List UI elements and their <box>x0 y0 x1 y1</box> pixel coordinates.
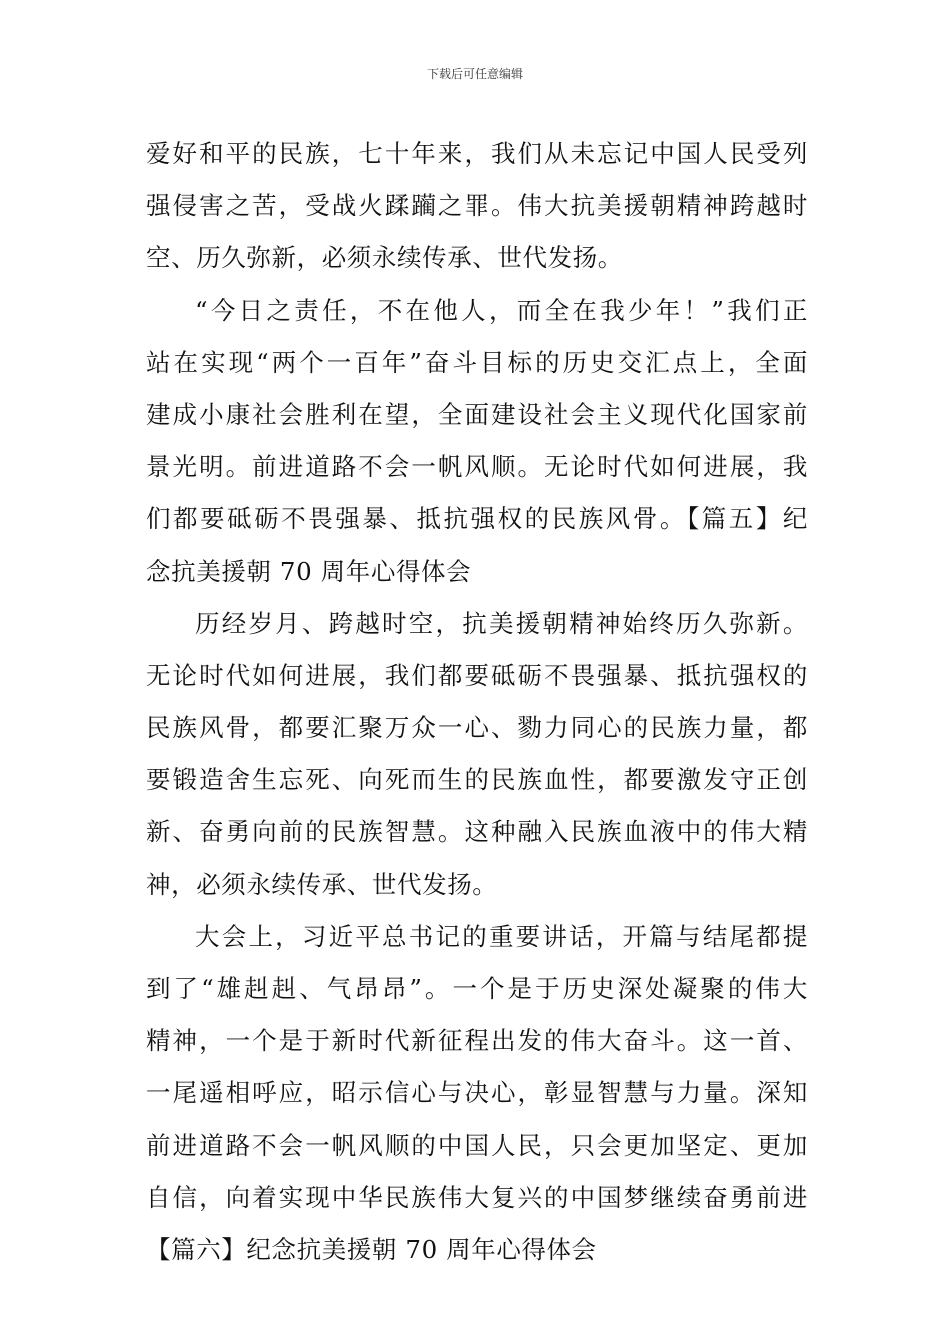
text-line: 景光明。前进道路不会一帆风顺。无论时代如何进展，我 <box>146 452 808 482</box>
text-line: 们都要砥砺不畏强暴、抵抗强权的民族风骨。【篇五】纪 <box>146 504 808 534</box>
text-line: “今日之责任，不在他人，而全在我少年！”我们正 <box>195 295 808 325</box>
text-line: 站在实现“两个一百年”奋斗目标的历史交汇点上，全面 <box>146 347 808 377</box>
text-line: 民族风骨，都要汇聚万众一心、勠力同心的民族力量，都 <box>146 713 808 743</box>
text-line: 精神，一个是于新时代新征程出发的伟大奋斗。这一首、 <box>146 1026 808 1056</box>
text-line: 要锻造舍生忘死、向死而生的民族血性，都要激发守正创 <box>146 765 808 795</box>
text-line: 念抗美援朝 70 周年心得体会 <box>146 556 472 586</box>
text-line: 空、历久弥新，必须永续传承、世代发扬。 <box>146 243 623 273</box>
document-body <box>146 128 808 1276</box>
text-line: 强侵害之苦，受战火蹂躏之罪。伟大抗美援朝精神跨越时 <box>146 191 808 221</box>
page-header: 下载后可任意编辑 <box>426 67 523 81</box>
text-line: 建成小康社会胜利在望，全面建设社会主义现代化国家前 <box>146 399 808 429</box>
text-line: 自信，向着实现中华民族伟大复兴的中国梦继续奋勇前进 <box>146 1182 808 1212</box>
text-line: 到了“雄赳赳、气昂昂”。一个是于历史深处凝聚的伟大 <box>146 974 808 1003</box>
text-line: 前进道路不会一帆风顺的中国人民，只会更加坚定、更加 <box>146 1130 808 1160</box>
text-line: 新、奋勇向前的民族智慧。这种融入民族血液中的伟大精 <box>146 817 808 847</box>
text-line: 一尾遥相呼应，昭示信心与决心，彰显智慧与力量。深知 <box>146 1078 808 1108</box>
text-line: 历经岁月、跨越时空，抗美援朝精神始终历久弥新。 <box>195 608 808 638</box>
text-line: 无论时代如何进展，我们都要砥砺不畏强暴、抵抗强权的 <box>146 660 808 690</box>
text-line: 【篇六】纪念抗美援朝 70 周年心得体会 <box>146 1234 597 1264</box>
text-line: 爱好和平的民族，七十年来，我们从未忘记中国人民受列 <box>146 139 808 168</box>
text-line: 大会上，习近平总书记的重要讲话，开篇与结尾都提 <box>195 921 808 951</box>
text-line: 神，必须永续传承、世代发扬。 <box>146 869 498 899</box>
